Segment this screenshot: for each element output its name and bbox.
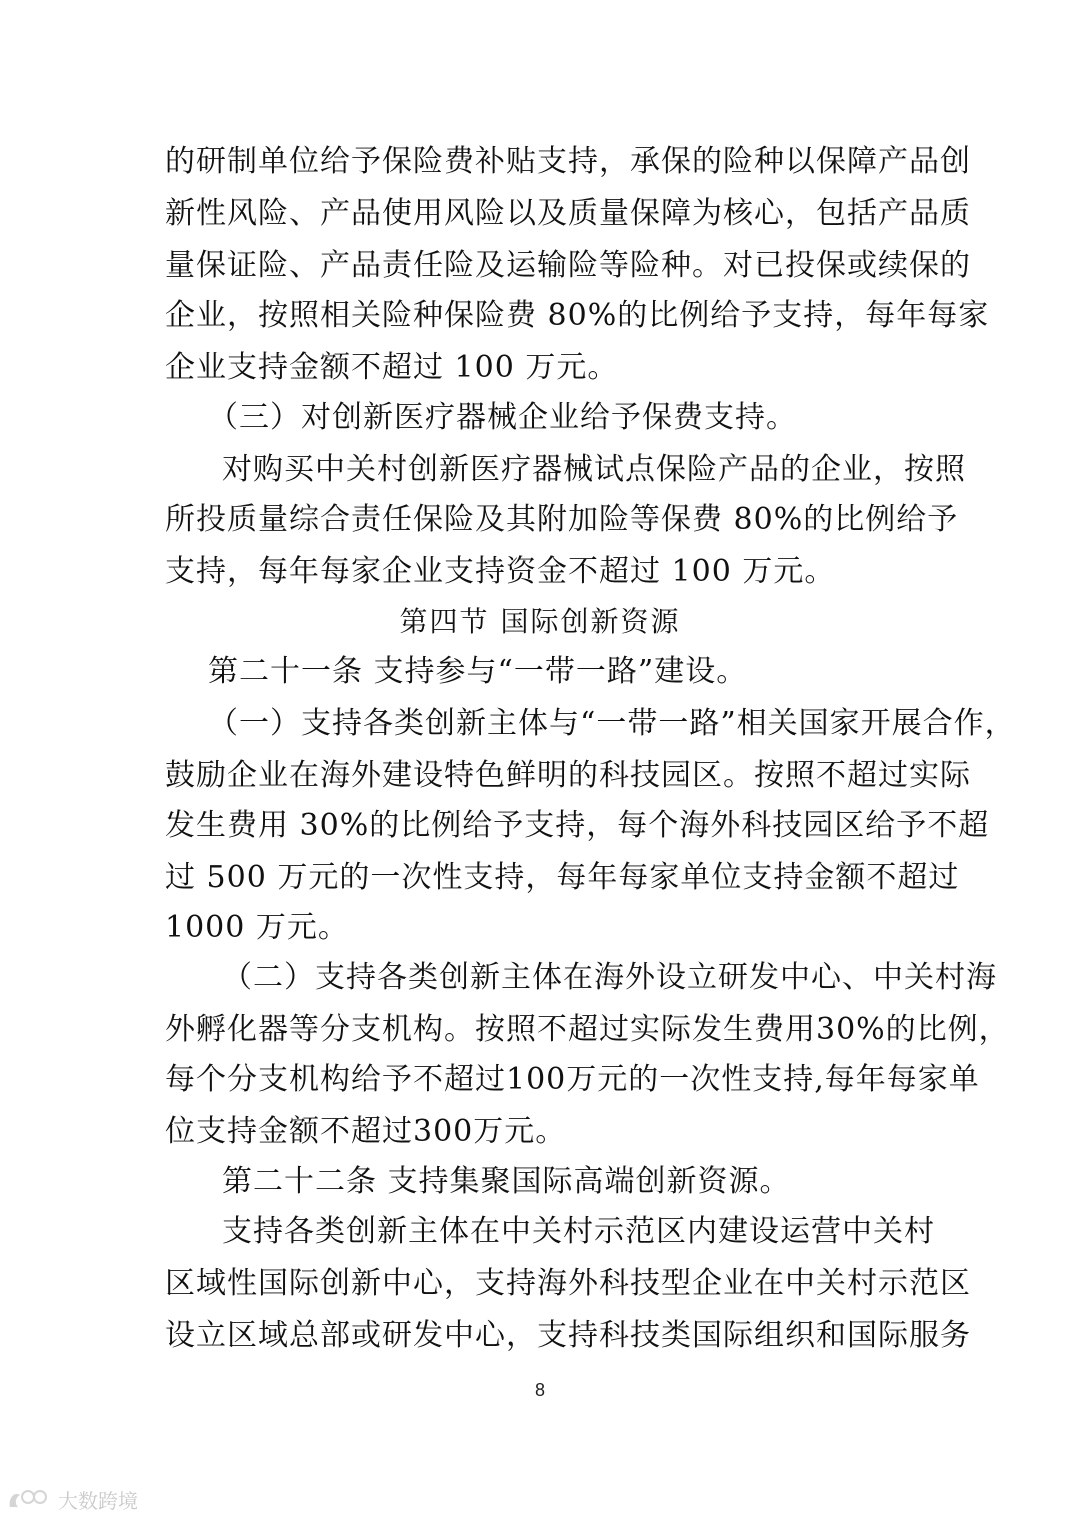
paragraph-line: 对购买中关村创新医疗器械试点保险产品的企业，按照 <box>222 452 966 487</box>
paragraph-line: 发生费用 30%的比例给予支持，每个海外科技园区给予不超 <box>165 808 990 843</box>
paragraph-line: 的研制单位给予保险费补贴支持，承保的险种以保障产品创 <box>165 144 971 179</box>
paragraph-line: 量保证险、产品责任险及运输险等险种。对已投保或续保的 <box>165 248 971 283</box>
paragraph-line: 每个分支机构给予不超过100万元的一次性支持,每年每家单 <box>165 1062 980 1097</box>
subsection-heading: （三）对创新医疗器械企业给予保费支持。 <box>208 400 797 435</box>
watermark-text: 大数跨境 <box>58 1488 138 1513</box>
paragraph-line: 位支持金额不超过300万元。 <box>165 1114 567 1149</box>
paragraph-line: 企业支持金额不超过 100 万元。 <box>165 350 619 385</box>
section-title: 第四节 国际创新资源 <box>399 605 681 638</box>
paragraph-line: 企业，按照相关险种保险费 80%的比例给予支持，每年每家 <box>165 298 990 333</box>
logo-icon <box>6 1485 52 1513</box>
paragraph-line: （二）支持各类创新主体在海外设立研发中心、中关村海 <box>222 960 997 995</box>
paragraph-line: （一）支持各类创新主体与“一带一路”相关国家开展合作， <box>208 706 1016 741</box>
paragraph-line: 过 500 万元的一次性支持，每年每家单位支持金额不超过 <box>165 860 960 895</box>
paragraph-line: 支持各类创新主体在中关村示范区内建设运营中关村 <box>222 1214 935 1249</box>
page-number: 8 <box>534 1380 545 1400</box>
paragraph-line: 支持，每年每家企业支持资金不超过 100 万元。 <box>165 554 836 589</box>
paragraph-line: 鼓励企业在海外建设特色鲜明的科技园区。按照不超过实际 <box>165 758 971 793</box>
paragraph-line: 区域性国际创新中心，支持海外科技型企业在中关村示范区 <box>165 1266 971 1301</box>
article-heading: 第二十一条 支持参与“一带一路”建设。 <box>208 654 748 689</box>
paragraph-line: 所投质量综合责任保险及其附加险等保费 80%的比例给予 <box>165 502 959 537</box>
watermark <box>6 1482 138 1516</box>
paragraph-line: 设立区域总部或研发中心，支持科技类国际组织和国际服务 <box>165 1318 971 1353</box>
paragraph-line: 外孵化器等分支机构。按照不超过实际发生费用30%的比例， <box>165 1012 1010 1047</box>
paragraph-line: 1000 万元。 <box>165 910 349 945</box>
paragraph-line: 新性风险、产品使用风险以及质量保障为核心，包括产品质 <box>165 196 971 231</box>
article-heading: 第二十二条 支持集聚国际高端创新资源。 <box>222 1164 791 1199</box>
